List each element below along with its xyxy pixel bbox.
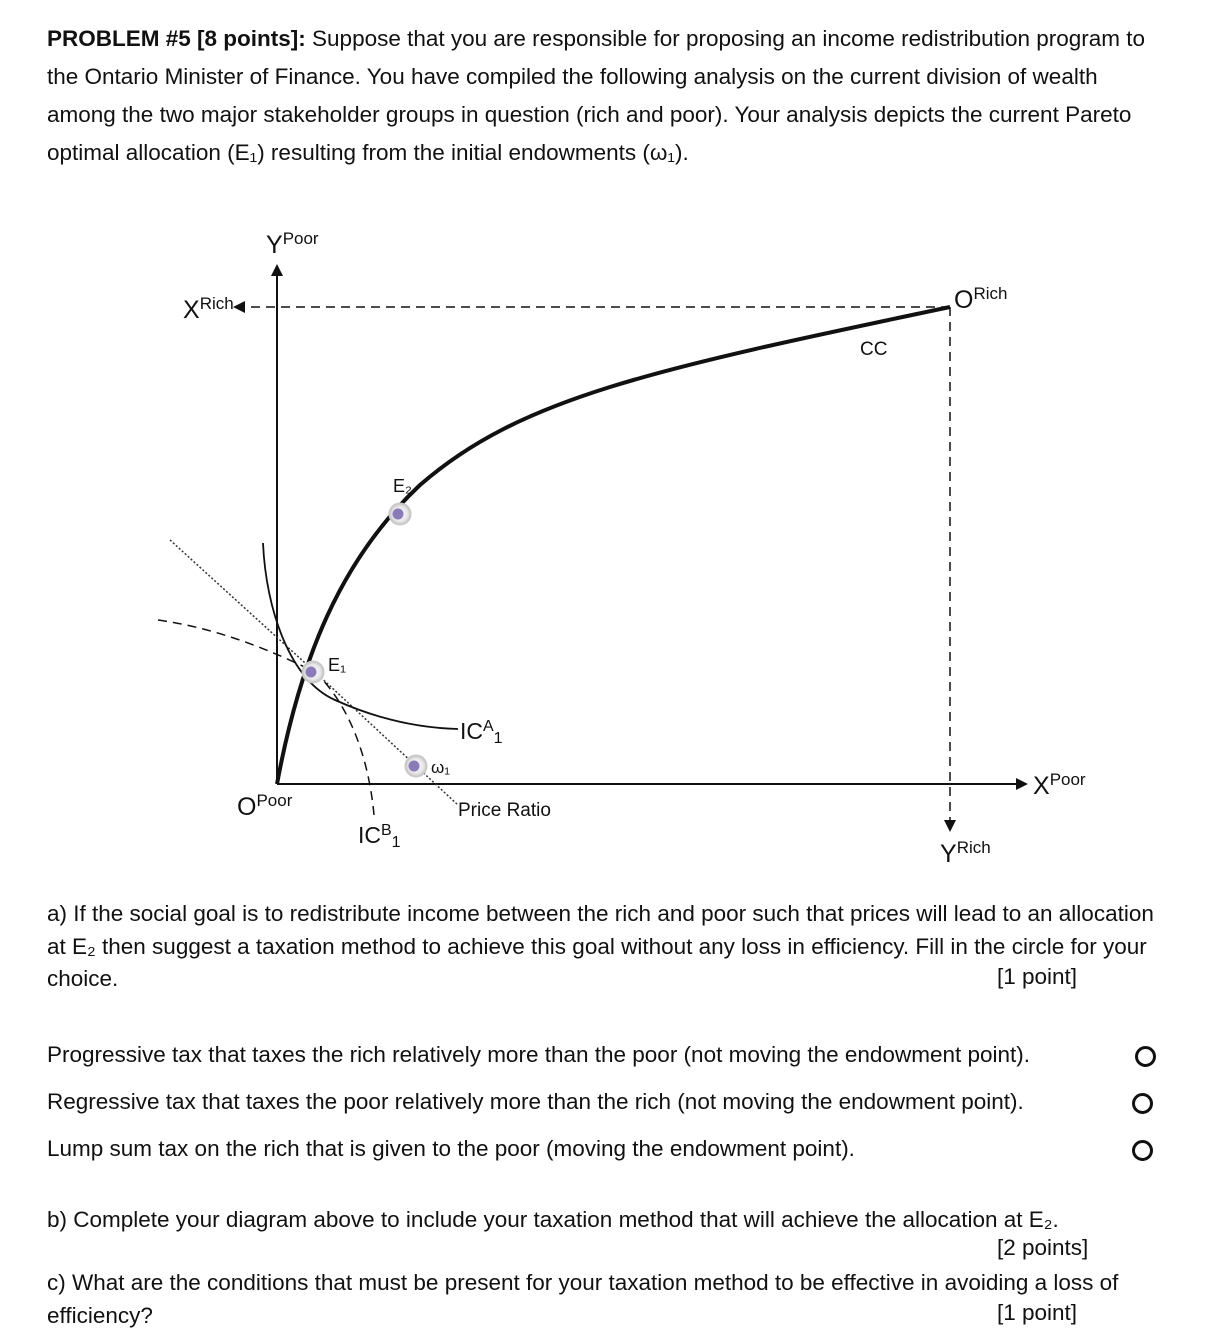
question-c: c) What are the conditions that must be present for your taxation method to be effective in avoiding a loss of efficiency? xyxy=(47,1270,1119,1328)
question-c-points: [1 point] xyxy=(997,1300,1078,1325)
e2-point xyxy=(389,503,411,525)
price-ratio-line xyxy=(315,672,458,805)
question-b-points: [2 points] xyxy=(997,1235,1089,1260)
problem-intro-text: Suppose that you are responsible for proposing an income redistribution program to the Ontario Minister of Finance. You have compiled the following analysis on the current division of wealth among the two major stakeholder groups in question (rich and poor). Your analysis depicts the current Pareto optimal allocation (E₁) resulting from the initial endowments (ω₁). xyxy=(47,26,1146,165)
question-b: b) Complete your diagram above to include your taxation method that will achieve the allocation at E₂. xyxy=(47,1207,1059,1232)
contract-curve xyxy=(277,307,950,784)
e2-label: E₂ xyxy=(393,476,412,496)
o-poor-label: $O^{Poor}$ xyxy=(237,791,293,821)
ic-b1-curve xyxy=(158,620,374,815)
omega1-point xyxy=(405,755,427,777)
x-rich-label: $X^{Rich}$ xyxy=(183,294,234,324)
icb1-label: $IC^B_1$ xyxy=(358,822,401,851)
price-ratio-label: Price Ratio xyxy=(458,800,551,821)
ica1-label: $IC^A_1$ xyxy=(460,718,503,747)
option-regressive-tax: Regressive tax that taxes the poor relatively more than the rich (not moving the endowment point). xyxy=(47,1089,1024,1114)
radio-regressive-tax[interactable] xyxy=(1132,1093,1153,1114)
question-a: a) If the social goal is to redistribute income between the rich and poor such that prices will lead to an allocation at E₂ then suggest a taxation method to achieve this goal without any loss in efficiency. Fill in the circle for your choice. xyxy=(47,901,1154,991)
ic-a1-curve xyxy=(263,543,458,729)
radio-progressive-tax[interactable] xyxy=(1135,1046,1156,1067)
cc-label: CC xyxy=(860,339,888,360)
option-lump-sum-tax: Lump sum tax on the rich that is given to the poor (moving the endowment point). xyxy=(47,1136,855,1161)
problem-heading: PROBLEM #5 [8 points]: xyxy=(47,26,306,51)
option-progressive-tax: Progressive tax that taxes the rich relatively more than the poor (not moving the endowment point). xyxy=(47,1042,1031,1067)
omega1-label: ω₁ xyxy=(431,758,451,777)
price-line-upper xyxy=(170,540,315,672)
y-poor-label: $Y^{Poor}$ xyxy=(266,229,319,259)
y-rich-label: $Y^{Rich}$ xyxy=(940,838,991,868)
o-rich-label: $O^{Rich}$ xyxy=(954,284,1008,314)
e1-point xyxy=(302,661,324,683)
x-poor-label: $X^{Poor}$ xyxy=(1033,770,1086,800)
radio-lump-sum-tax[interactable] xyxy=(1132,1140,1153,1161)
e1-label: E₁ xyxy=(328,655,347,675)
question-a-points: [1 point] xyxy=(997,964,1078,989)
